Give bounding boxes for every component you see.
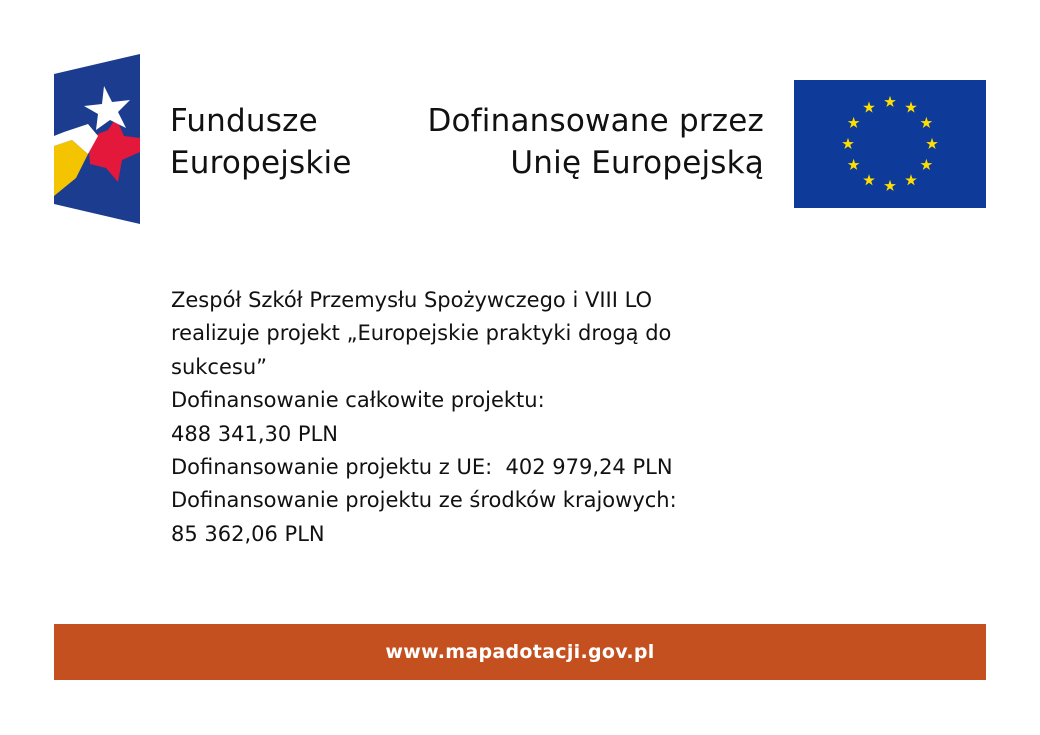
cofunded-by-eu-title bbox=[427, 100, 764, 184]
fundusze-europejskie-logo-icon bbox=[54, 54, 140, 224]
total-funding-label: Dofinansowanie całkowite projektu: bbox=[171, 388, 545, 413]
fe-title-line1: Fundusze bbox=[170, 103, 318, 139]
project-line-school: Zespół Szkół Przemysłu Spożywczego i VIII LO bbox=[171, 288, 653, 312]
project-line-title-1: realizuje projekt „Europejskie praktyki drogą do bbox=[171, 321, 672, 346]
footer-bar bbox=[54, 624, 986, 680]
fundusze-europejskie-title bbox=[170, 100, 352, 184]
website-link[interactable]: www.mapadotacji.gov.pl bbox=[385, 641, 655, 663]
national-funding-value: 85 362,06 PLN bbox=[171, 521, 325, 546]
total-funding-value: 488 341,30 PLN bbox=[171, 421, 338, 446]
cofund-line2: Unię Europejską bbox=[510, 145, 764, 181]
eu-flag-icon bbox=[794, 80, 986, 208]
cofund-line1: Dofinansowane przez bbox=[427, 103, 764, 139]
project-line-title-2: sukcesu” bbox=[171, 354, 268, 379]
national-funding-label: Dofinansowanie projektu ze środków krajowych: bbox=[171, 488, 677, 513]
fe-title-line2: Europejskie bbox=[170, 145, 352, 181]
eu-funding: Dofinansowanie projektu z UE: 402 979,24 PLN bbox=[171, 455, 673, 480]
project-info bbox=[171, 284, 751, 551]
